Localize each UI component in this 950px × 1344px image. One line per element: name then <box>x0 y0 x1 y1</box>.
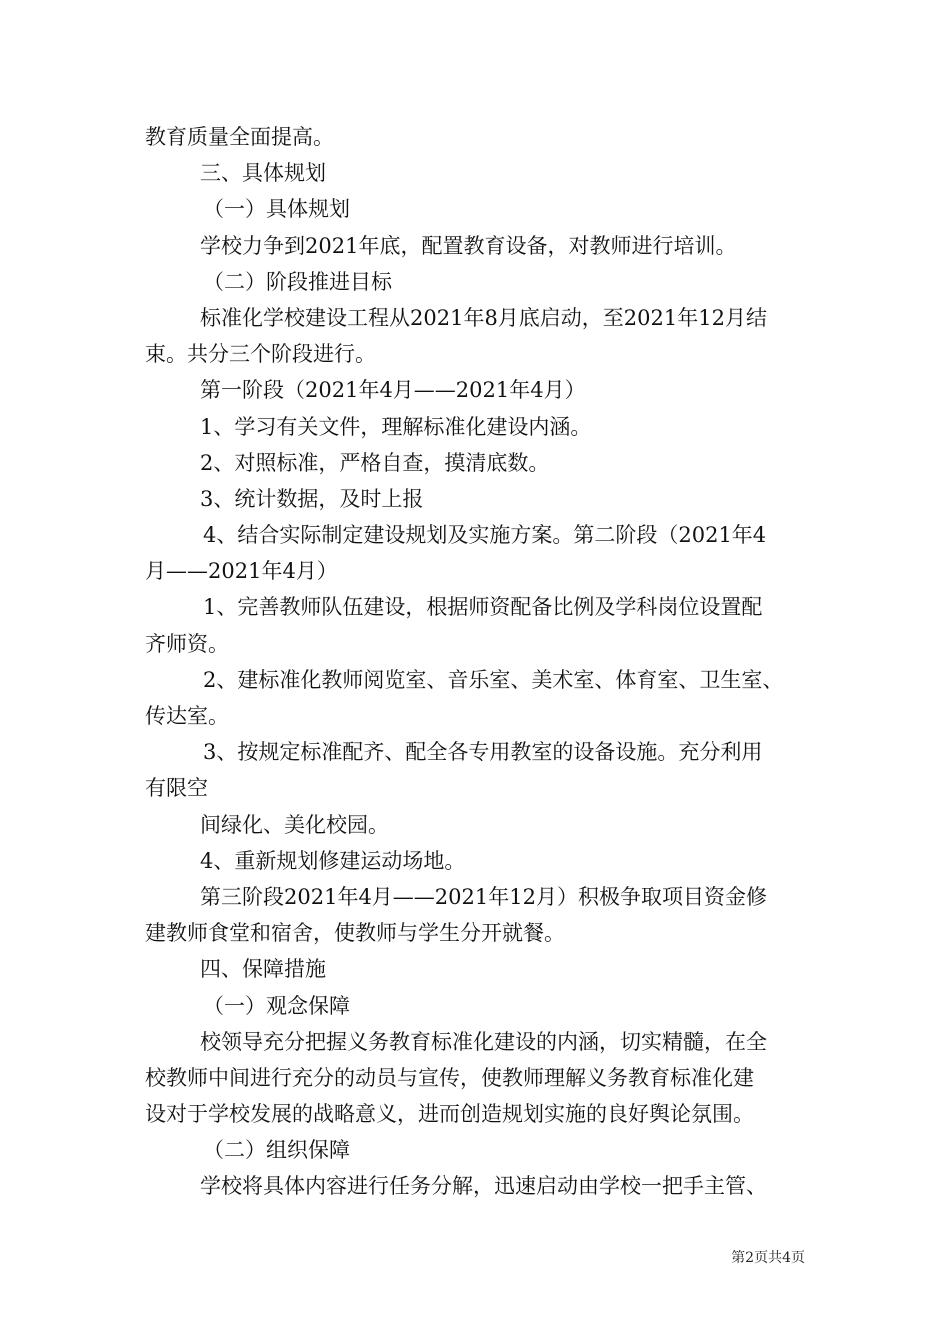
page-number: 第2页共4页 <box>731 1250 805 1266</box>
list-item: 3、按规定标准配齐、配全各专用教室的设备设施。充分利用 <box>203 740 763 765</box>
paragraph-line: 标准化学校建设工程从2021年8月底启动，至2021年12月结 <box>200 305 767 330</box>
paragraph-line: 第一阶段（2021年4月——2021年4月） <box>200 378 586 403</box>
subsection-heading: （二）组织保障 <box>203 1138 350 1163</box>
paragraph-line: 教育质量全面提高。 <box>145 125 334 149</box>
paragraph-line: 建教师食堂和宿舍，使教师与学生分开就餐。 <box>145 921 565 946</box>
section-heading: 四、保障措施 <box>200 957 326 982</box>
section-heading: 三、具体规划 <box>200 161 326 186</box>
list-item: 2、对照标准，严格自查，摸清底数。 <box>200 450 550 475</box>
subsection-heading: （一）具体规划 <box>203 197 350 222</box>
paragraph-line: 校教师中间进行充分的动员与宣传，使教师理解义务教育标准化建 <box>145 1065 754 1090</box>
list-item: 2、建标准化教师阅览室、音乐室、美术室、体育室、卫生室、 <box>203 667 784 692</box>
paragraph-line: 月——2021年4月） <box>145 559 338 584</box>
paragraph-line: 第三阶段2021年4月——2021年12月）积极争取项目资金修 <box>200 884 767 909</box>
list-item: 3、统计数据，及时上报 <box>200 486 424 511</box>
document-body <box>0 119 950 1205</box>
paragraph-line: 束。共分三个阶段进行。 <box>145 342 376 367</box>
paragraph-line: 学校力争到2021年底，配置教育设备，对教师进行培训。 <box>200 233 737 258</box>
paragraph-line: 学校将具体内容进行任务分解，迅速启动由学校一把手主管、 <box>200 1174 767 1199</box>
subsection-heading: （二）阶段推进目标 <box>203 269 392 294</box>
paragraph-line: 齐师资。 <box>145 631 229 656</box>
paragraph-line: 间绿化、美化校园。 <box>200 812 389 837</box>
list-item: 4、重新规划修建运动场地。 <box>200 848 466 873</box>
paragraph-line: 校领导充分把握义务教育标准化建设的内涵，切实精髓，在全 <box>200 1029 767 1054</box>
list-item: 4、结合实际制定建设规划及实施方案。第二阶段（2021年4 <box>203 523 767 548</box>
list-item: 1、完善教师队伍建设，根据师资配备比例及学科岗位设置配 <box>203 595 763 620</box>
paragraph-line: 传达室。 <box>145 704 229 728</box>
subsection-heading: （一）观念保障 <box>203 993 350 1018</box>
list-item: 1、学习有关文件，理解标准化建设内涵。 <box>200 414 592 439</box>
paragraph-line: 设对于学校发展的战略意义，进而创造规划实施的良好舆论氛围。 <box>145 1102 754 1127</box>
paragraph-line: 有限空 <box>145 776 208 801</box>
